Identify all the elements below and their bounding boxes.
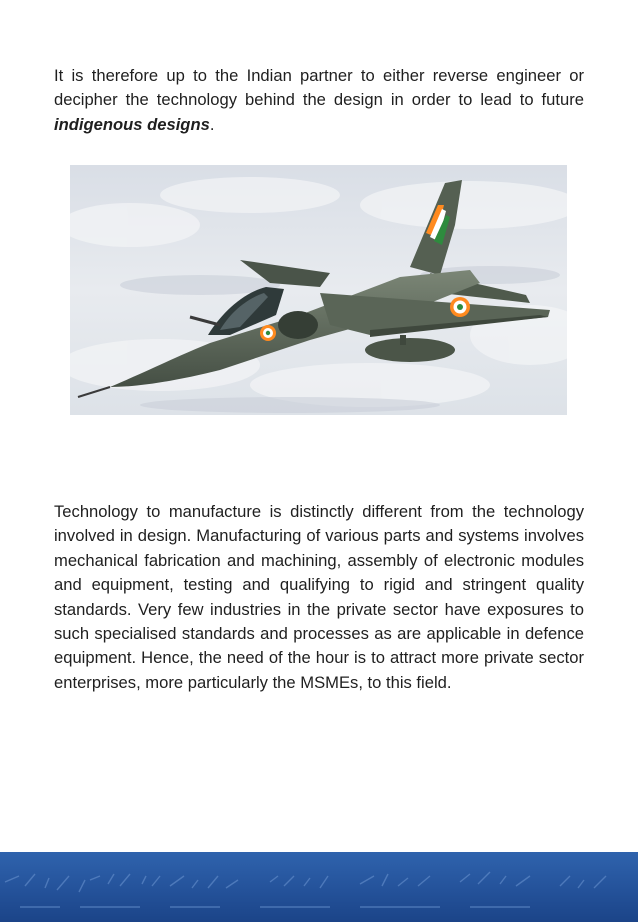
- fighter-jet-photo: [70, 165, 567, 415]
- intro-text: It is therefore up to the Indian partner to either reverse engineer or decipher the technology behind the design in order to lead to future: [54, 66, 584, 110]
- intro-paragraph: [54, 64, 584, 137]
- intro-period: .: [209, 114, 215, 134]
- emphasis-indigenous-designs: indigenous designs: [54, 114, 210, 134]
- manufacturing-paragraph: Technology to manufacture is distinctly different from the technology involved in design. Manufacturing of various parts and systems involves mechanical fabrication and machining, assembly of electronic modules and equipment, testing and qualifying to rigid and stringent quality standards. Very few industries in the private sector have exposures to such specialised standards and processes as are applicable in defence equipment. Hence, the need of the hour is to attract more private sector enterprises, more particularly the MSMEs, to this field.: [54, 502, 584, 692]
- footer-banner: [0, 852, 638, 922]
